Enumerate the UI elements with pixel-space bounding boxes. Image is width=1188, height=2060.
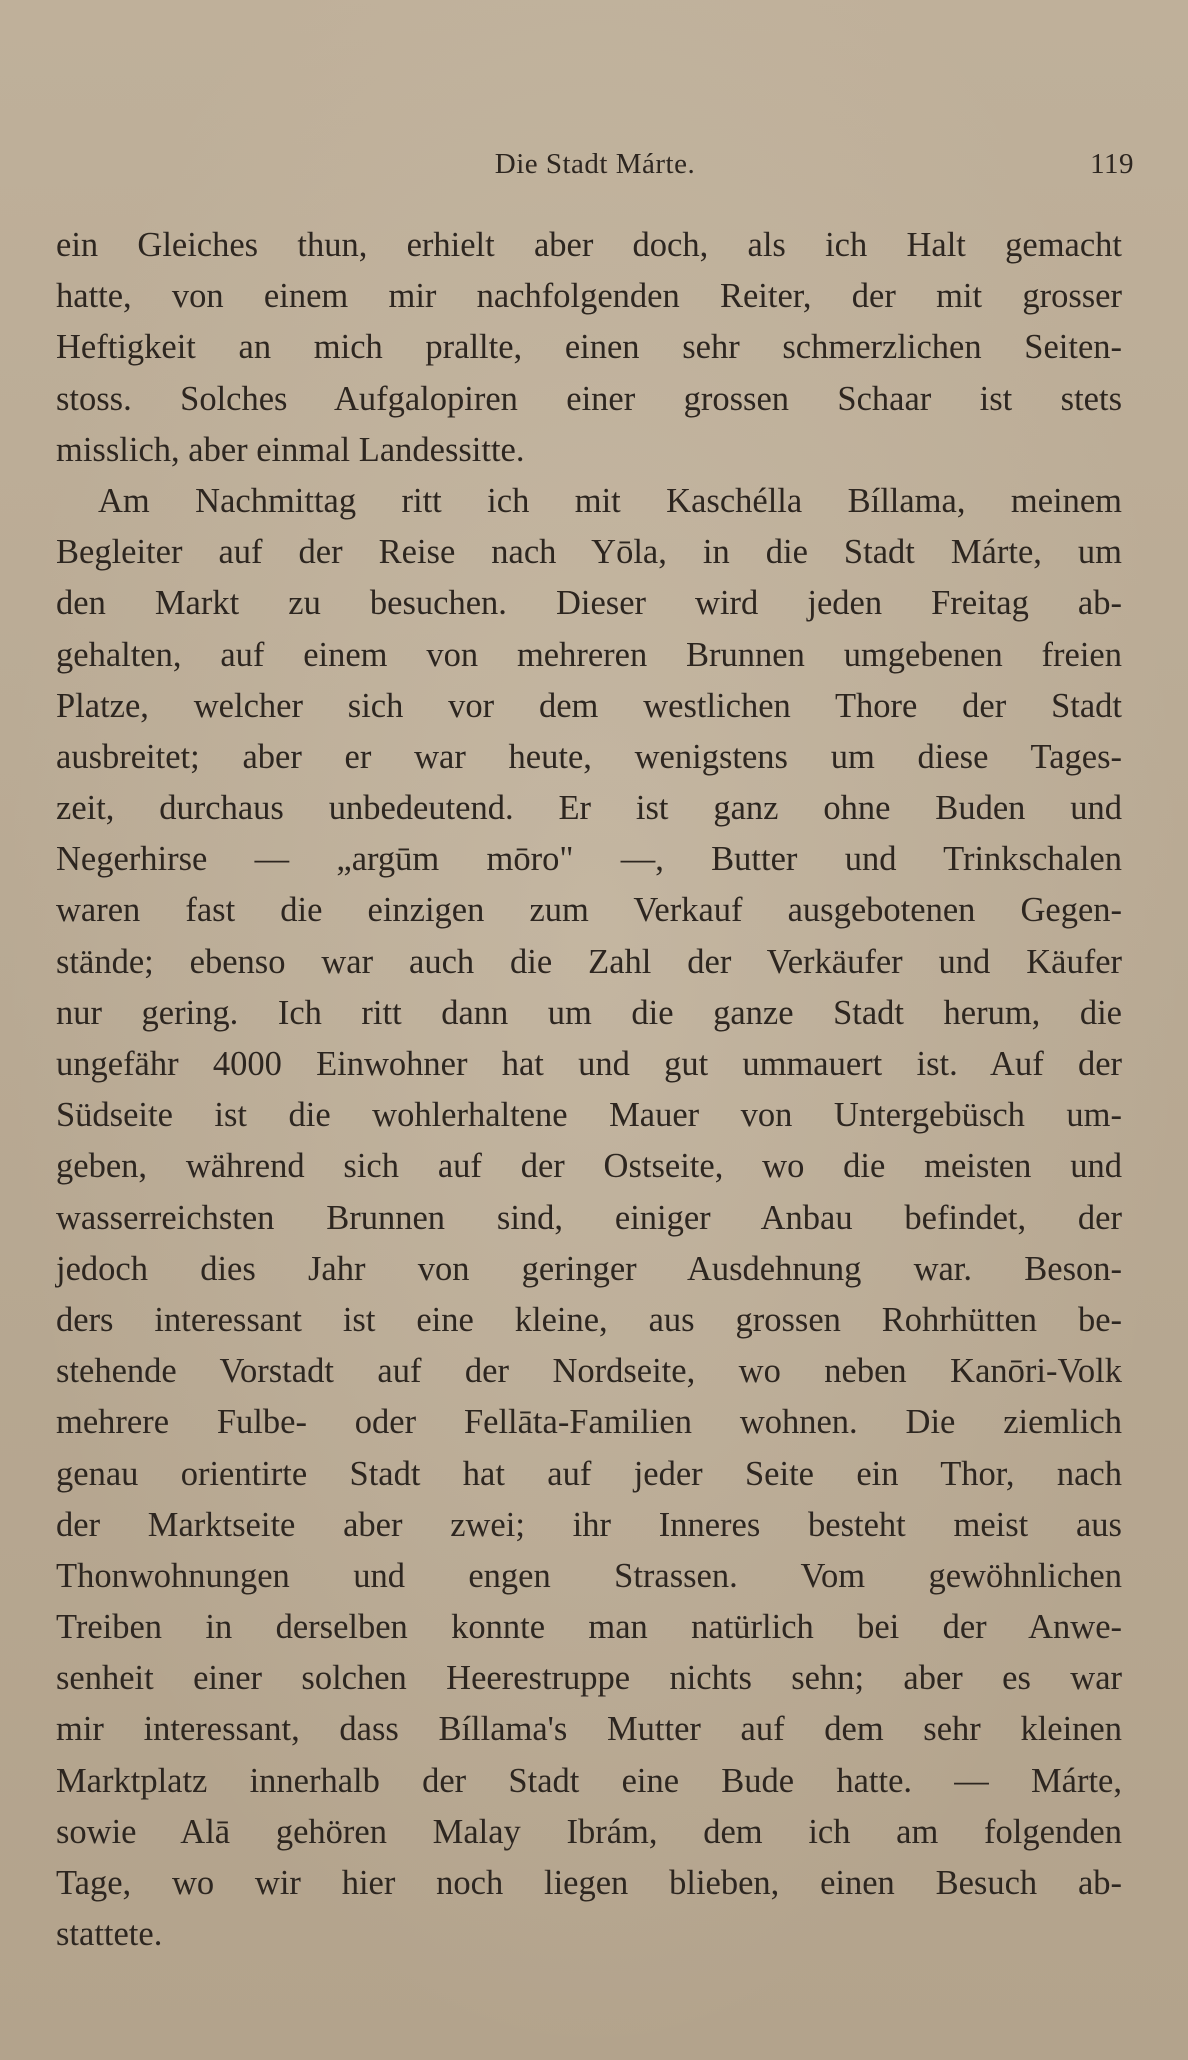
running-head-title: Die Stadt Márte. [494,148,696,180]
text-line: Begleiter auf der Reise nach Yōla, in die Stadt Márte, um [56,533,1122,572]
text-line: genau orientirte Stadt hat auf jeder Seite ein Thor, nach [56,1454,1122,1493]
text-line: Platze, welcher sich vor dem westlichen Thore der Stadt [56,686,1122,725]
text-line: stattete. [56,1915,163,1954]
text-line: den Markt zu besuchen. Dieser wird jeden Freitag ab- [56,584,1122,623]
text-line: stehende Vorstadt auf der Nordseite, wo neben Kanōri-Volk [56,1352,1122,1391]
text-line: Marktplatz innerhalb der Stadt eine Bude hatte. — Márte, [56,1761,1122,1800]
body-text [56,220,1122,1960]
text-line: hatte, von einem mir nachfolgenden Reiter, der mit grosser [56,277,1122,316]
text-line: Thonwohnungen und engen Strassen. Vom gewöhnlichen [56,1556,1122,1595]
text-line: jedoch dies Jahr von geringer Ausdehnung war. Beson- [56,1249,1122,1288]
text-line: stoss. Solches Aufgalopiren einer grossen Schaar ist stets [56,379,1122,418]
text-line: sowie Alā gehören Malay Ibrám, dem ich am folgenden [56,1812,1122,1851]
page-number: 119 [1090,148,1134,180]
text-line: ein Gleiches thun, erhielt aber doch, als ich Halt gemacht [56,226,1122,264]
text-line: Südseite ist die wohlerhaltene Mauer von Untergebüsch um- [56,1096,1122,1135]
text-line: senheit einer solchen Heerestruppe nichts sehn; aber es war [56,1659,1122,1698]
text-line: ausbreitet; aber er war heute, wenigstens um diese Tages- [56,737,1122,776]
text-line: Am Nachmittag ritt ich mit Kaschélla Bíllama, meinem [98,481,1122,520]
text-line: nur gering. Ich ritt dann um die ganze Stadt herum, die [56,993,1122,1032]
text-line: stände; ebenso war auch die Zahl der Verkäufer und Käufer [56,942,1122,981]
text-line: Heftigkeit an mich prallte, einen sehr schmerzlichen Seiten- [56,328,1122,367]
text-line: mir interessant, dass Bíllama's Mutter auf dem sehr kleinen [56,1710,1122,1749]
text-line: misslich, aber einmal Landessitte. [56,430,525,469]
text-line: ungefähr 4000 Einwohner hat und gut ummauert ist. Auf der [56,1045,1122,1083]
text-line: ders interessant ist eine kleine, aus grossen Rohrhütten be- [56,1300,1122,1339]
text-line: Negerhirse — „argūm mōro" —, Butter und Trinkschalen [56,840,1122,879]
text-line: Treiben in derselben konnte man natürlich bei der Anwe- [56,1608,1122,1647]
text-line: waren fast die einzigen zum Verkauf ausgebotenen Gegen- [56,891,1122,930]
text-line: Tage, wo wir hier noch liegen blieben, einen Besuch ab- [56,1864,1122,1902]
text-line: geben, während sich auf der Ostseite, wo die meisten und [56,1147,1122,1186]
text-line: zeit, durchaus unbedeutend. Er ist ganz ohne Buden und [56,789,1122,828]
text-line: der Marktseite aber zwei; ihr Inneres besteht meist aus [56,1505,1122,1544]
running-head [56,142,1134,188]
text-line: mehrere Fulbe- oder Fellāta-Familien wohnen. Die ziemlich [56,1403,1122,1442]
text-line: gehalten, auf einem von mehreren Brunnen umgebenen freien [56,635,1122,674]
text-line: wasserreichsten Brunnen sind, einiger Anbau befindet, der [56,1198,1122,1237]
